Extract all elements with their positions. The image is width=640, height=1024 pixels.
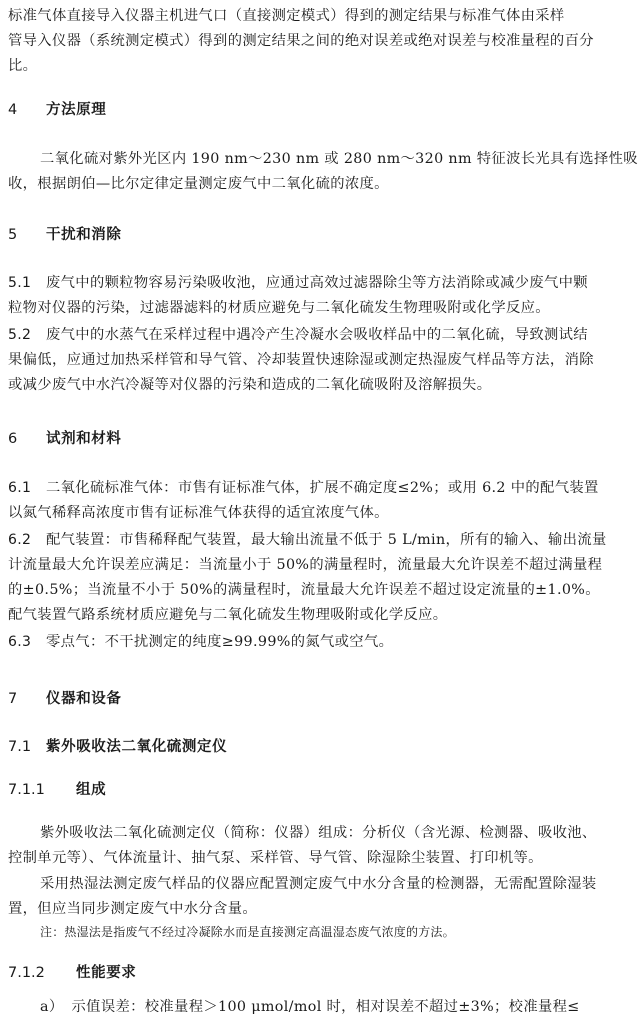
- intro-line-1: 标准气体直接导入仪器主机进气口（直接测定模式）得到的测定结果与标准气体由采样: [8, 8, 565, 24]
- clause-5-2-number: 5.2: [8, 327, 32, 343]
- note-text: 注：热湿法是指废气不经过冷凝除水而是直接测定高温湿态废气浓度的方法。: [40, 925, 455, 939]
- section-7-1-2-heading: [8, 963, 136, 984]
- section-7-1-2-title: 性能要求: [76, 965, 137, 981]
- clause-5-1-line-2: 粒物对仪器的污染，过滤器滤料的材质应避免与二氧化硫发生物理吸附或化学反应。: [8, 300, 550, 316]
- clause-6-2-line-4: 配气装置气路系统材质应避免与二氧化硫发生物理吸附或化学反应。: [8, 607, 448, 623]
- clause-5-2-line-2: 果偏低，应通过加热采样管和导气管、冷却装置快速除湿或测定热湿废气样品等方法，消除: [8, 352, 594, 368]
- clause-6-2-text: 配气装置：市售稀释配气装置，最大输出流量不低于 5 L/min，所有的输入、输出流量: [46, 532, 607, 548]
- section-7-1-1-para-1-line-1: 紫外吸收法二氧化硫测定仪（简称：仪器）组成：分析仪（含光源、检测器、吸收池、: [40, 825, 597, 841]
- clause-6-1-line-2: 以氮气稀释高浓度市售有证标准气体获得的适宜浓度气体。: [8, 505, 389, 521]
- section-4-number: 4: [8, 102, 18, 118]
- clause-6-1-line-1: [8, 478, 632, 499]
- section-4-title: 方法原理: [46, 102, 107, 118]
- item-a-text: 示值误差：校准量程＞100 μmol/mol 时，相对误差不超过±3%；校准量程≤: [71, 999, 580, 1015]
- clause-5-2-text: 废气中的水蒸气在采样过程中遇冷产生冷凝水会吸收样品中的二氧化硫，导致测试结: [46, 327, 588, 343]
- section-4-para-line-1: 二氧化硫对紫外光区内 190 nm～230 nm 或 280 nm～320 nm 特征波长光具有选择性吸: [40, 151, 638, 167]
- section-4-heading: [8, 100, 106, 121]
- clause-5-1-number: 5.1: [8, 275, 32, 291]
- clause-6-2-line-3: 的±0.5%；当流量不小于 50%的满量程时，流量最大允许误差不超过设定流量的±1.0%。: [8, 582, 600, 598]
- section-7-title: 仪器和设备: [46, 691, 122, 707]
- section-6-heading: [8, 429, 122, 450]
- section-7-1-heading: [8, 737, 227, 758]
- section-5-heading: [8, 225, 122, 246]
- section-7-1-number: 7.1: [8, 739, 32, 755]
- section-5-title: 干扰和消除: [46, 227, 122, 243]
- section-7-number: 7: [8, 691, 18, 707]
- clause-6-3-line-1: [8, 632, 632, 653]
- clause-5-1-line-1: [8, 273, 632, 294]
- clause-6-1-text: 二氧化硫标准气体：市售有证标准气体，扩展不确定度≤2%；或用 6.2 中的配气装置: [46, 480, 599, 496]
- clause-6-1-number: 6.1: [8, 480, 32, 496]
- clause-6-2-line-1: [8, 530, 632, 551]
- section-7-1-2-number: 7.1.2: [8, 965, 45, 981]
- clause-6-2-line-2: 计流量最大允许误差应满足：当流量小于 50%的满量程时，流量最大允许误差不超过满量程: [8, 557, 603, 573]
- section-4-para-line-2: 收，根据朗伯—比尔定律定量测定废气中二氧化硫的浓度。: [8, 176, 389, 192]
- clause-5-2-line-3: 或减少废气中水汽冷凝等对仪器的污染和造成的二氧化硫吸附及溶解损失。: [8, 377, 492, 393]
- intro-line-2: 管导入仪器（系统测定模式）得到的测定结果之间的绝对误差或绝对误差与校准量程的百分: [8, 33, 594, 49]
- section-7-1-1-heading: [8, 780, 106, 801]
- section-7-1-1-title: 组成: [76, 782, 107, 798]
- section-6-number: 6: [8, 431, 18, 447]
- clause-5-2-line-1: [8, 325, 632, 346]
- section-7-1-1-para-1-line-2: 控制单元等）、气体流量计、抽气泵、采样管、导气管、除湿除尘装置、打印机等。: [8, 850, 543, 866]
- section-7-1-1-para-2-line-1: 采用热湿法测定废气样品的仪器应配置测定废气中水分含量的检测器，无需配置除湿装: [40, 876, 597, 892]
- intro-line-3: 比。: [8, 58, 38, 74]
- section-6-title: 试剂和材料: [46, 431, 122, 447]
- clause-6-3-text: 零点气：不干扰测定的纯度≥99.99%的氮气或空气。: [46, 634, 394, 650]
- item-a-line: [40, 997, 632, 1018]
- section-7-1-1-number: 7.1.1: [8, 782, 45, 798]
- clause-5-1-text: 废气中的颗粒物容易污染吸收池，应通过高效过滤器除尘等方法消除或减少废气中颗: [46, 275, 588, 291]
- item-a-marker: a）: [40, 999, 64, 1015]
- clause-6-2-number: 6.2: [8, 532, 32, 548]
- section-7-heading: [8, 689, 122, 710]
- section-5-number: 5: [8, 227, 18, 243]
- section-7-1-1-para-2-line-2: 置，但应当同步测定废气中水分含量。: [8, 901, 257, 917]
- clause-6-3-number: 6.3: [8, 634, 32, 650]
- section-7-1-title: 紫外吸收法二氧化硫测定仪: [46, 739, 228, 755]
